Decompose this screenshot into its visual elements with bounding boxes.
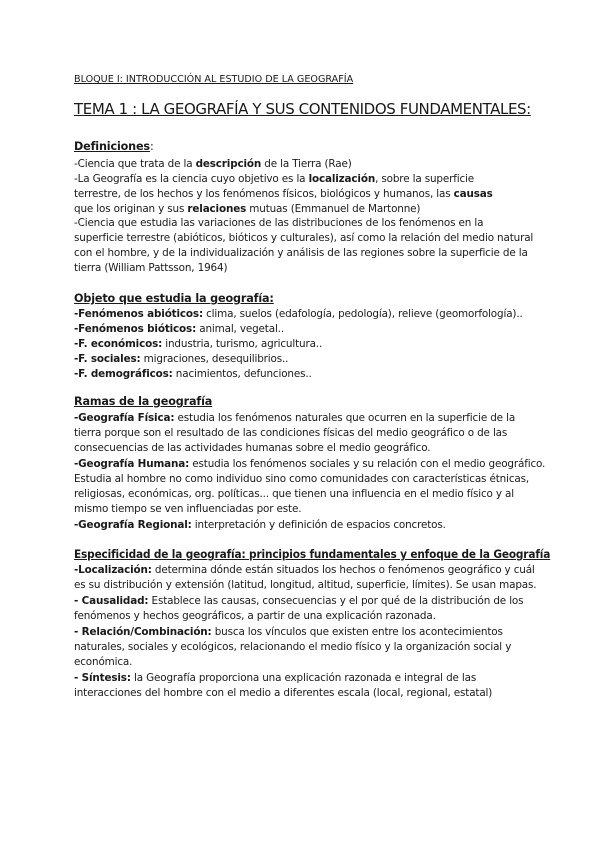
bloque-heading: BLOQUE I: INTRODUCCIÓN AL ESTUDIO DE LA GEOGRAFÍA [74, 74, 354, 85]
definicion-3-line-3: con el hombre, y de la individualización y análisis de las regiones sobre la superficie de la [74, 247, 528, 259]
item-text: nacimientos, defunciones.. [172, 368, 312, 380]
item-label: -Geografía Humana: [74, 458, 190, 470]
bold-term: relaciones [187, 203, 247, 215]
especificidad-heading: Especificidad de la geografía: principios fundamentales y enfoque de la Geografía [74, 548, 551, 561]
item-label: -F. sociales: [74, 353, 141, 365]
item-text: determina dónde están situados los hechos o fenómenos geográfico y cuál [151, 564, 535, 576]
item-text: Establece las causas, consecuencias y el por qué de la distribución de los [148, 595, 524, 607]
definicion-3-line-1: -Ciencia que estudia las variaciones de las distribuciones de los fenómenos en la [74, 217, 484, 229]
objeto-item [74, 352, 288, 366]
definicion-2-line-3 [74, 202, 420, 216]
item-label: - Síntesis: [74, 672, 131, 684]
causalidad-line-2: fenómenos y hechos geográficos, a partir de una explicación razonada. [74, 610, 436, 622]
ramas-regional-line-1 [74, 518, 446, 532]
ramas-fisica-line-2: tierra porque son el resultado de las condiciones físicas del medio geográfico o de las [74, 427, 508, 439]
definiciones-colon: : [149, 140, 154, 153]
definicion-3-line-4: tierra (William Pattsson, 1964) [74, 262, 228, 274]
item-text: estudia los fenómenos sociales y su relación con el medio geográfico. [189, 458, 546, 470]
ramas-humana-line-1 [74, 457, 545, 471]
text-span: -La Geografía es la ciencia cuyo objetivo es la [74, 173, 309, 185]
text-span: de la Tierra (Rae) [261, 158, 352, 170]
definicion-2-line-2 [74, 187, 493, 201]
objeto-item [74, 307, 523, 321]
objeto-heading: Objeto que estudia la geografía: [74, 292, 274, 305]
definicion-2-line-1 [74, 172, 474, 186]
page-title: TEMA 1 : LA GEOGRAFÍA Y SUS CONTENIDOS FUNDAMENTALES: [74, 100, 531, 118]
text-span: mutuas (Emmanuel de Martonne) [246, 203, 421, 215]
item-label: -Localización: [74, 564, 152, 576]
item-text: la Geografía proporciona una explicación razonada e integral de las [130, 672, 477, 684]
item-text: animal, vegetal.. [196, 323, 284, 335]
objeto-item [74, 367, 312, 381]
ramas-humana-line-2: Estudia al hombre no como individuo sino como comunidades con características étnicas, [74, 473, 530, 485]
item-text: interpretación y definición de espacios concretos. [191, 519, 446, 531]
ramas-heading: Ramas de la geografía [74, 395, 213, 408]
definiciones-label: Definiciones [74, 140, 150, 153]
item-label: - Relación/Combinación: [74, 626, 212, 638]
objeto-item [74, 337, 322, 351]
text-span: , sobre la superficie [375, 173, 474, 185]
definiciones-heading [74, 140, 154, 154]
text-span: terrestre, de los hechos y los fenómenos físicos, biológicos y humanos, las [74, 188, 454, 200]
sintesis-line-2: interacciones del hombre con el medio a diferentes escala (local, regional, estatal) [74, 687, 493, 699]
text-span: que los originan y sus [74, 203, 188, 215]
localizacion-line-1 [74, 563, 535, 577]
item-label: -F. económicos: [74, 338, 163, 350]
sintesis-line-1 [74, 671, 476, 685]
text-span: -Ciencia que trata de la [74, 158, 196, 170]
definicion-1 [74, 157, 352, 171]
relacion-line-2: naturales, sociales y ecológicos, relacionando el medio físico y la organización social y [74, 641, 512, 653]
bold-term: descripción [195, 158, 262, 170]
item-label: -Geografía Regional: [74, 519, 192, 531]
item-text: clima, suelos (edafología, pedología), relieve (geomorfología).. [202, 308, 523, 320]
objeto-item [74, 322, 284, 336]
item-label: -Fenómenos abióticos: [74, 308, 203, 320]
item-text: migraciones, desequilibrios.. [140, 353, 289, 365]
localizacion-line-2: es su distribución y extensión (latitud, longitud, altitud, superficie, límites). Se usan mapas. [74, 579, 537, 591]
bold-term: causas [453, 188, 493, 200]
item-text: busca los vínculos que existen entre los acontecimientos [211, 626, 503, 638]
bold-term: localización [308, 173, 376, 185]
item-label: -Geografía Física: [74, 412, 175, 424]
ramas-fisica-line-1 [74, 411, 515, 425]
item-text: industria, turismo, agricultura.. [162, 338, 323, 350]
relacion-line-3: económica. [74, 656, 133, 668]
item-label: - Causalidad: [74, 595, 149, 607]
item-label: -F. demográficos: [74, 368, 173, 380]
ramas-humana-line-3: religiosas, económicas, org. políticas... que tienen una influencia en el medio físico y al [74, 488, 514, 500]
ramas-fisica-line-3: consecuencias de las actividades humanas sobre el medio geográfico. [74, 442, 431, 454]
item-label: -Fenómenos bióticos: [74, 323, 197, 335]
ramas-humana-line-4: mismo tiempo se ven influenciadas por este. [74, 503, 302, 515]
item-text: estudia los fenómenos naturales que ocurren en la superficie de la [174, 412, 516, 424]
definicion-3-line-2: superficie terrestre (abióticos, bióticos y culturales), así como la relación del medio natural [74, 232, 534, 244]
relacion-line-1 [74, 625, 503, 639]
causalidad-line-1 [74, 594, 523, 608]
